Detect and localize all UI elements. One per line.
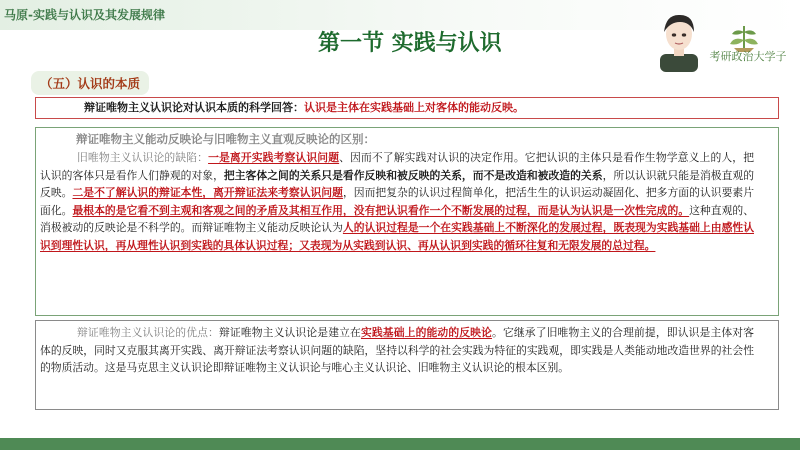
dialectical-view: 人的认识过程是一个在实践基础上不断深化的发展过程，既表现为实践基础上由感性认识到理性认识，再从理性认识到实践的具体认识过程；又表现为从实践到认识、再从认识到实践的循环往复和无限发展的总过程。 <box>40 221 755 252</box>
advantage-intro: 辩证唯物主义认识论是建立在 <box>218 326 361 339</box>
definition-question: 辩证唯物主义认识论对认识本质的科学回答： <box>84 101 304 114</box>
passive-reflection-text: ，所以认识就只能是消极直观的反映。 <box>40 168 755 199</box>
advantage-paragraph <box>40 324 754 377</box>
difference-title: 辩证唯物主义能动反映论与旧唯物主义直观反映论的区别： <box>76 132 375 146</box>
defect-one-explanation: 、因而不了解实践对认识的决定作用。它把认识的主体只是看作生物学意义上的人，把认识的客体只是看作人们静观的对象， <box>40 151 755 182</box>
defect-one: 一是离开实践考察认识问题 <box>208 151 340 164</box>
brand-logo-text: 考研政治大学子 <box>709 50 787 63</box>
defect-two: 二是不了解认识的辩证本性，离开辩证法来考察认识问题 <box>72 186 343 199</box>
section-title: 第一节 实践与认识 <box>318 31 502 56</box>
advantage-key-phrase: 实践基础上的能动的反映论 <box>360 326 493 339</box>
subject-object-relation: 把主客体之间的关系只是看作反映和被反映的关系，而不是改造和被改造的关系 <box>223 168 603 182</box>
definition-box <box>35 97 779 119</box>
course-title: 马原-实践与认识及其发展规律 <box>4 8 165 22</box>
advantage-explanation: 。它继承了旧唯物主义的合理前提，即认识是主体对客体的反映，同时又克服其离开实践、离开辩证法考察认识问题的缺陷，坚持以科学的社会实践为特征的实践观，即实践是人类能动地改造世界的社会性的物质活动。这是马克思主义认识论即辩证唯物主义认识论与唯心主义认识论、旧唯物主义认识论的根本区别。 <box>40 326 755 374</box>
bottom-bar <box>0 438 800 450</box>
definition-answer: 认识是主体在实践基础上对客体的能动反映。 <box>304 101 524 114</box>
defect-two-explanation: ，因而把复杂的认识过程简单化，把活生生的认识运动凝固化、把多方面的认识要素片面化。 <box>40 186 755 217</box>
fundamental-defect: 最根本的是它看不到主观和客观之间的矛盾及其相互作用，没有把认识看作一个不断发展的过程，而是认为认识是一次性完成的。 <box>72 203 690 217</box>
teacher-avatar <box>654 10 704 72</box>
difference-paragraph <box>40 149 754 254</box>
advantage-label: 辩证唯物主义认识论的优点： <box>77 326 219 339</box>
transition-text: 这种直观的、消极被动的反映论是不科学的。而辩证唯物主义能动反映论认为 <box>40 203 755 234</box>
old-materialism-defects-label: 旧唯物主义认识论的缺陷： <box>77 151 209 164</box>
subheading: （五）认识的本质 <box>31 71 149 95</box>
